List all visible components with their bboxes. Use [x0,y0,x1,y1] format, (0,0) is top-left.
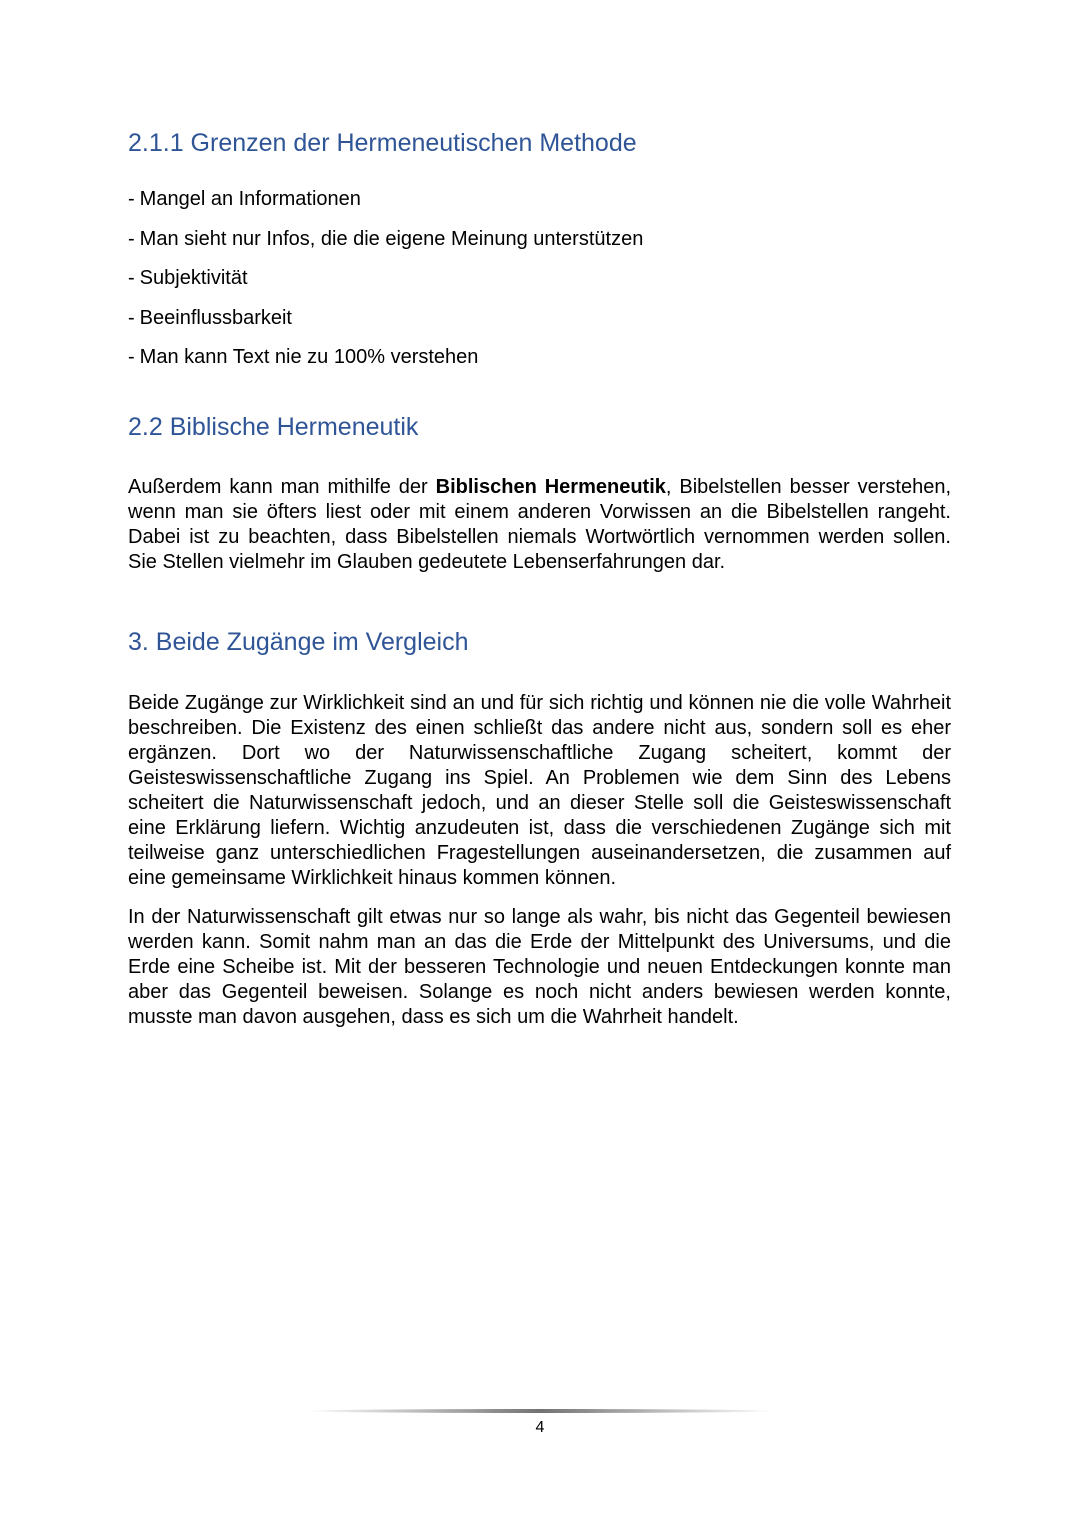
page-content [128,126,951,1030]
bold-term: Biblischen Hermeneutik [435,476,666,499]
section-heading-grenzen: 2.1.1 Grenzen der Hermeneutischen Methode [128,129,637,157]
list-item-text: Beeinflussbarkeit [139,306,292,329]
list-item [128,345,951,369]
list-item-text: Subjektivität [139,267,248,290]
list-item-text: Man sieht nur Infos, die die eigene Meinung unterstützen [139,227,644,250]
footer-divider [305,1409,775,1413]
section-heading-biblische-hermeneutik: 2.2 Biblische Hermeneutik [128,413,419,442]
list-item [128,266,951,290]
list-bullet: - [128,267,135,290]
list-item-text: Mangel an Informationen [139,188,361,210]
paragraph-text: Außerdem kann man mithilfe der [128,476,436,499]
paragraph-biblische-hermeneutik [128,475,951,575]
list-item [128,187,951,211]
section-heading-vergleich: 3. Beide Zugänge im Vergleich [128,628,469,657]
list-bullet: - [128,188,135,210]
limitations-list [128,187,951,369]
list-bullet: - [128,227,135,250]
paragraph-vergleich-2: In der Naturwissenschaft gilt etwas nur so lange als wahr, bis nicht das Gegenteil bewiesen werden kann. Somit nahm man an das die Erde der Mittelpunkt des Universums, und die Erde eine Scheibe ist. Mit der besseren Technologie und neuen Entdeckungen konnte man aber das Gegenteil beweisen. Solange es noch nicht anders bewiesen werden konnte, musste man davon ausgehen, dass es sich um die Wahrheit handelt. [128,906,951,1029]
page-number: 4 [535,1419,545,1436]
list-item-text: Man kann Text nie zu 100% verstehen [139,346,479,369]
list-bullet: - [128,346,135,369]
paragraph-vergleich-1: Beide Zugänge zur Wirklichkeit sind an und für sich richtig und können nie die volle Wahrheit beschreiben. Die Existenz des einen schließt das andere nicht aus, sondern soll es eher ergänzen. Dort wo der Naturwissenschaftliche Zugang scheitert, kommt der Geisteswissenschaftliche Zugang ins Spiel. An Problemen wie dem Sinn des Lebens scheitert die Naturwissenschaft jedoch, und an dieser Stelle soll die Geisteswissenschaft eine Erklärung liefern. Wichtig anzudeuten ist, dass die verschiedenen Zugänge sich mit teilweise ganz unterschiedlichen Fragestellungen auseinandersetzen, die zusammen auf eine gemeinsame Wirklichkeit hinaus kommen können. [128,692,951,890]
paragraph-text: , Bibelstellen besser verstehen, wenn man sie öfters liest oder mit einem anderen Vorwissen an die Bibelstellen rangeht. Dabei ist zu beachten, dass Bibelstellen niemals Wortwörtlich vernommen werden sollen. Sie Stellen vielmehr im Glauben gedeutete Lebenserfahrungen dar. [128,476,951,574]
list-bullet: - [128,306,135,329]
list-item [128,227,951,251]
list-item [128,306,951,330]
